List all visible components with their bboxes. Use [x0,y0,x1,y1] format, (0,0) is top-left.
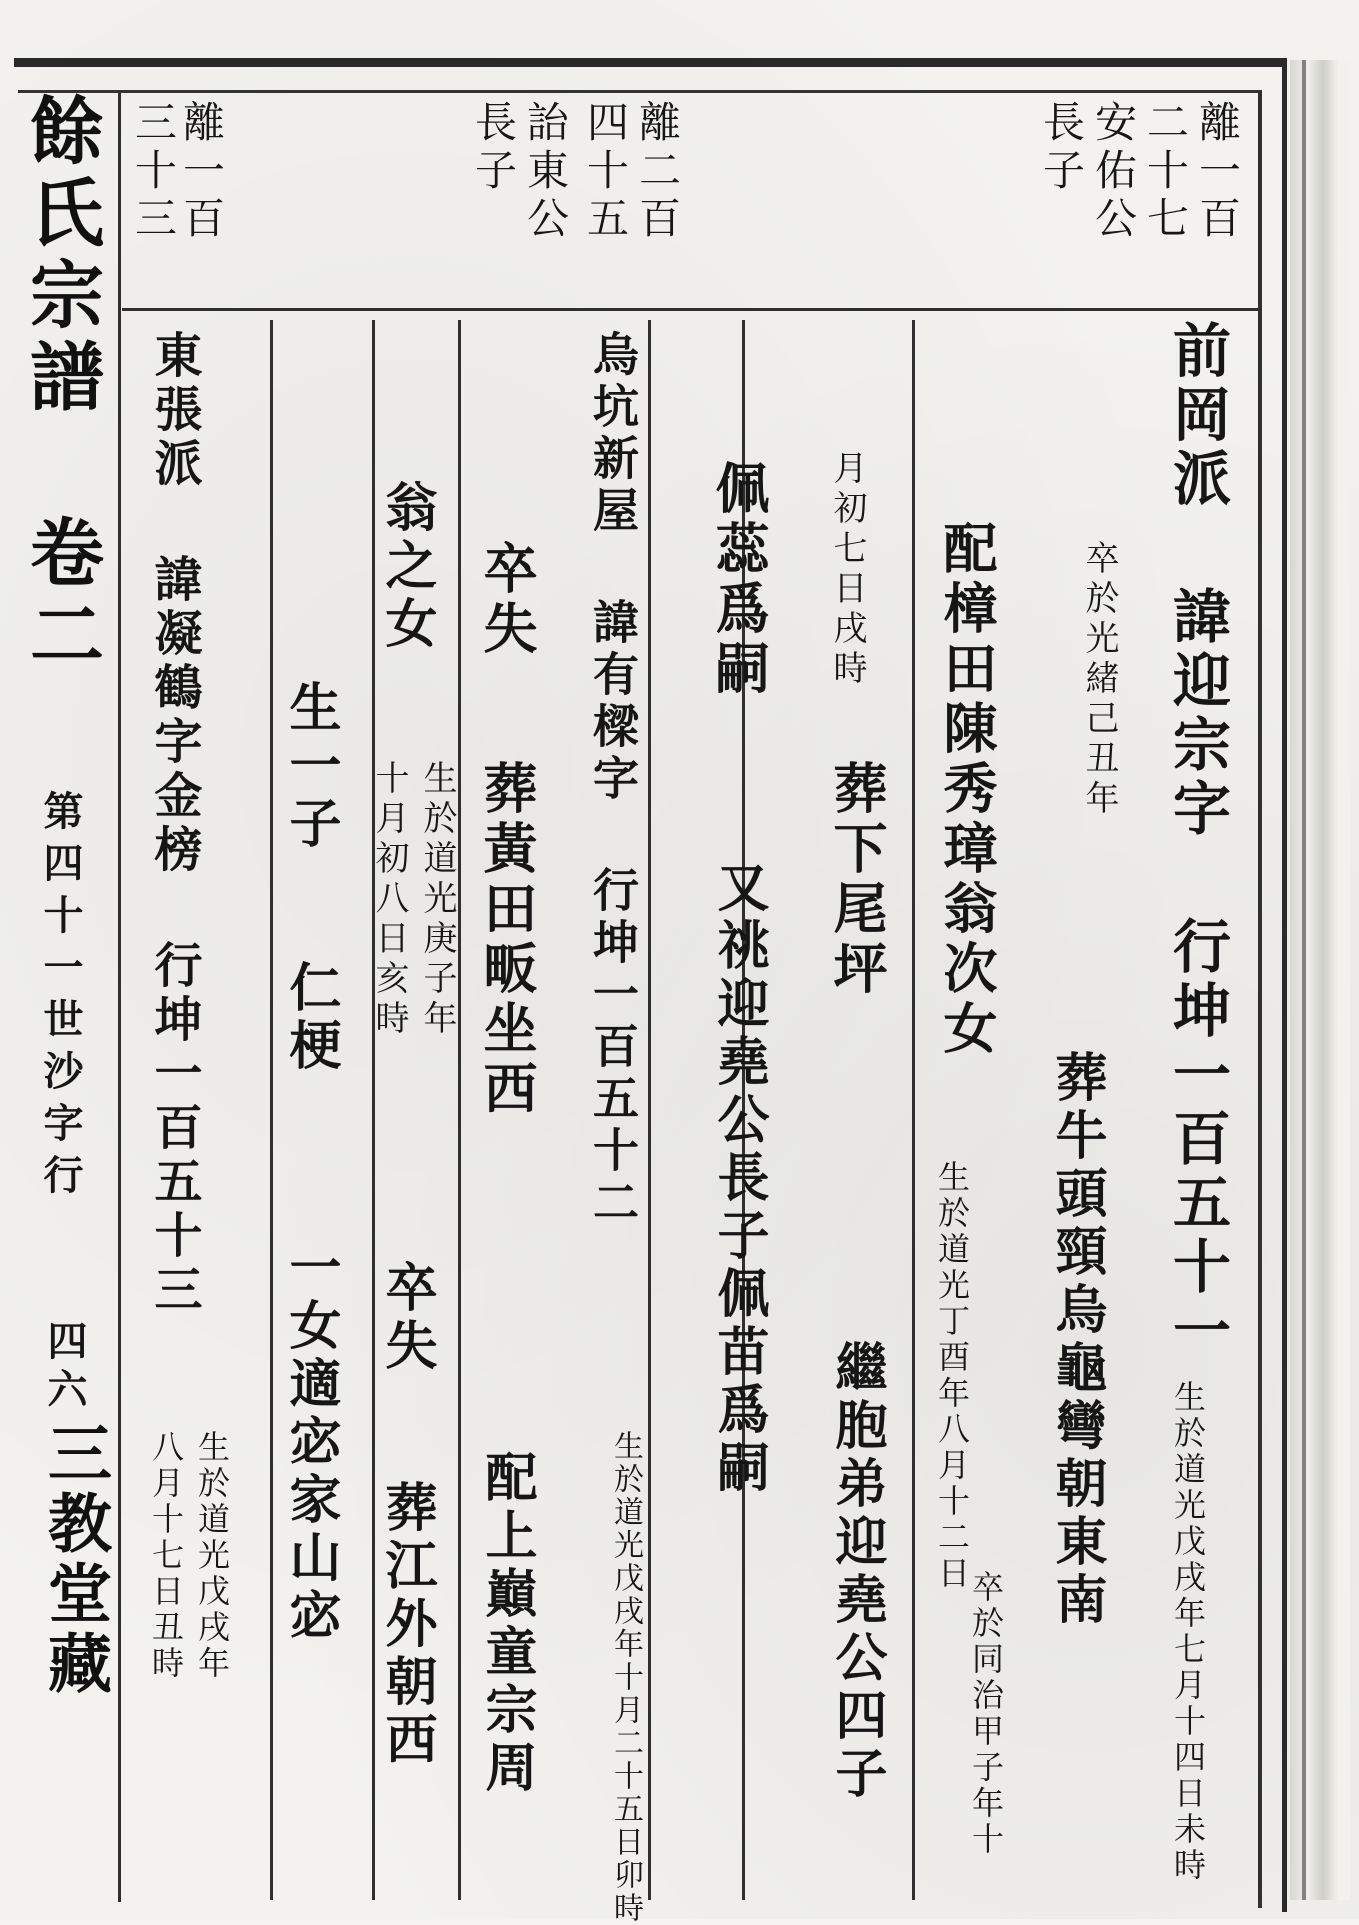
entry-column: 十月初八日亥時 [369,760,409,1040]
entry-column: 生於道光庚子年 [417,760,457,1040]
register-line: 長子 [1037,100,1086,196]
entry-column: 八月十七日丑時 [147,1430,185,1682]
column-rule [372,320,375,1900]
entry-column: 一女適宓家山宓 [280,1240,341,1646]
entry-column: 配上巔童宗周 [476,1450,537,1798]
entry-column: 卒於同治甲子年十 [967,1570,1005,1858]
entry-column: 繼胞弟迎堯公四子 [826,1340,887,1804]
register-line: 安佑公 [1089,100,1138,244]
entry-column: 烏坑新屋 諱有樑字 行坤一百五十二 [586,330,640,1230]
entry-column: 東張派 諱凝鶴字金榜 行坤一百五十三 [146,330,202,1318]
column-rule [458,320,461,1900]
column-rule [912,320,915,1900]
entry-column: 仁梗 [280,960,341,1076]
hall-name: 三教堂藏 [37,1420,112,1700]
register-line: 詒東公 [521,100,570,244]
entry-column: 卒於光緒己丑年 [1079,540,1119,820]
entry-column: 葬牛頭頸烏龜彎朝東南 [1046,1050,1107,1630]
register-line: 離一百 [1193,100,1242,244]
register-divider [122,308,1262,311]
register-line: 四十五 [581,100,630,244]
entry-column: 卒失 [475,540,539,660]
register-line: 離一百 [177,100,226,244]
binding-edge [1290,60,1350,1900]
entry-column: 翁之女 [376,480,437,654]
entry-column: 葬黃田畈坐西 [475,760,539,1120]
entry-column: 生於道光戊戌年七月十四日未時 [1169,1380,1207,1884]
entry-column: 佩蕊爲嗣 [707,460,771,700]
entry-column: 前岡派 諱迎宗字 行坤一百五十一 [1163,320,1231,1364]
entry-column: 配樟田陳秀璋翁次女 [935,520,999,1060]
register-line: 三十三 [129,100,178,244]
entry-column: 又祧迎堯公長子佩苗爲嗣 [708,860,769,1498]
register-line: 離二百 [633,100,682,244]
register-line: 長子 [469,100,518,196]
entry-column: 生於道光丁酉年八月十二日 [933,1160,971,1592]
entry-column: 葬下尾坪 [825,760,889,1000]
entry-column: 生一子 [280,680,341,854]
register-line: 二十七 [1141,100,1190,244]
folio-number: 四六 [41,1320,88,1416]
book-title: 餘氏宗譜 卷二 [18,92,104,678]
generation-label: 第四十一世沙字行 [37,790,84,1206]
entry-column: 葬江外朝西 [376,1480,437,1770]
entry-column: 月初七日戌時 [827,450,867,690]
column-rule [1258,92,1261,1902]
column-rule [270,320,273,1900]
entry-column: 卒失 [376,1260,437,1376]
entry-column: 生於道光戊戌年十月二十五日卯時 [608,1430,643,1925]
column-rule [648,320,651,1900]
entry-column: 生於道光戊戌年 [193,1430,231,1682]
